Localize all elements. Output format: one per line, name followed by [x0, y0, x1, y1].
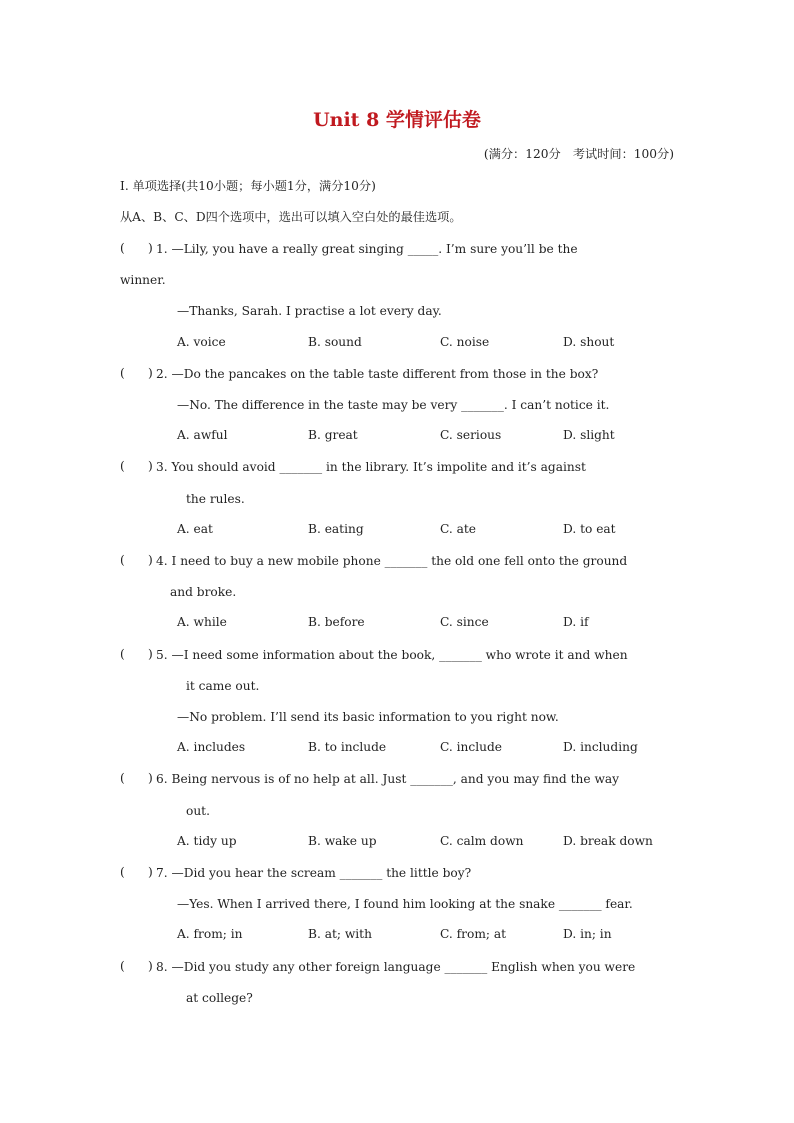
option-d[interactable]: D. in; in: [563, 927, 612, 941]
question-text: 3. You should avoid _______ in the library. It’s impolite and it’s against: [156, 460, 586, 474]
option-c[interactable]: C. noise: [440, 335, 490, 349]
option-d[interactable]: D. including: [563, 740, 638, 754]
option-b[interactable]: B. great: [308, 428, 358, 442]
question-text: it came out.: [186, 679, 260, 693]
option-c[interactable]: C. calm down: [440, 834, 524, 848]
option-a[interactable]: A. from; in: [177, 927, 243, 941]
page-title: Unit 8 学情评估卷: [313, 109, 481, 131]
question-text: 1. —Lily, you have a really great singing _____. I’m sure you’ll be the: [156, 242, 578, 256]
option-a[interactable]: A. while: [177, 615, 227, 629]
option-d[interactable]: D. slight: [563, 428, 615, 442]
question-text: —No. The difference in the taste may be very _______. I can’t notice it.: [177, 398, 610, 412]
option-b[interactable]: B. before: [308, 615, 365, 629]
option-a[interactable]: A. eat: [177, 522, 213, 536]
option-c[interactable]: C. from; at: [440, 927, 507, 941]
question-text: and broke.: [170, 585, 237, 599]
question-text: —Yes. When I arrived there, I found him looking at the snake _______ fear.: [177, 897, 633, 911]
answer-blank[interactable]: ( ): [120, 647, 153, 661]
option-d[interactable]: D. to eat: [563, 522, 616, 536]
question-text: 7. —Did you hear the scream _______ the little boy?: [156, 866, 472, 880]
section-heading: I. 单项选择(共10小题；每小题1分，满分10分): [120, 179, 376, 193]
option-c[interactable]: C. serious: [440, 428, 502, 442]
option-d[interactable]: D. break down: [563, 834, 653, 848]
answer-blank[interactable]: ( ): [120, 241, 153, 255]
question-text: 2. —Do the pancakes on the table taste different from those in the box?: [156, 367, 599, 381]
answer-blank[interactable]: ( ): [120, 459, 153, 473]
section-instruction: 从A、B、C、D四个选项中，选出可以填入空白处的最佳选项。: [120, 210, 462, 224]
option-a[interactable]: A. tidy up: [177, 834, 237, 848]
question-text: 8. —Did you study any other foreign language _______ English when you were: [156, 960, 636, 974]
answer-blank[interactable]: ( ): [120, 959, 153, 973]
option-a[interactable]: A. awful: [177, 428, 228, 442]
answer-blank[interactable]: ( ): [120, 771, 153, 785]
option-b[interactable]: B. to include: [308, 740, 387, 754]
option-a[interactable]: A. voice: [177, 335, 226, 349]
score-info: (满分：120分 考试时间：100分): [483, 147, 674, 161]
answer-blank[interactable]: ( ): [120, 366, 153, 380]
question-text: 5. —I need some information about the book, _______ who wrote it and when: [156, 648, 628, 662]
question-text: winner.: [120, 273, 166, 287]
option-d[interactable]: D. shout: [563, 335, 615, 349]
option-c[interactable]: C. ate: [440, 522, 477, 536]
option-b[interactable]: B. wake up: [308, 834, 377, 848]
option-c[interactable]: C. include: [440, 740, 502, 754]
question-text: the rules.: [186, 492, 245, 506]
option-a[interactable]: A. includes: [177, 740, 246, 754]
question-text: out.: [186, 804, 210, 818]
option-c[interactable]: C. since: [440, 615, 489, 629]
answer-blank[interactable]: ( ): [120, 553, 153, 567]
question-text: at college?: [186, 991, 253, 1005]
option-b[interactable]: B. eating: [308, 522, 364, 536]
question-text: —No problem. I’ll send its basic information to you right now.: [177, 710, 559, 724]
question-text: 4. I need to buy a new mobile phone _______ the old one fell onto the ground: [156, 554, 628, 568]
answer-blank[interactable]: ( ): [120, 865, 153, 879]
option-b[interactable]: B. sound: [308, 335, 362, 349]
question-text: 6. Being nervous is of no help at all. Just _______, and you may find the way: [156, 772, 620, 786]
question-text: —Thanks, Sarah. I practise a lot every day.: [177, 304, 442, 318]
option-b[interactable]: B. at; with: [308, 927, 372, 941]
option-d[interactable]: D. if: [563, 615, 589, 629]
